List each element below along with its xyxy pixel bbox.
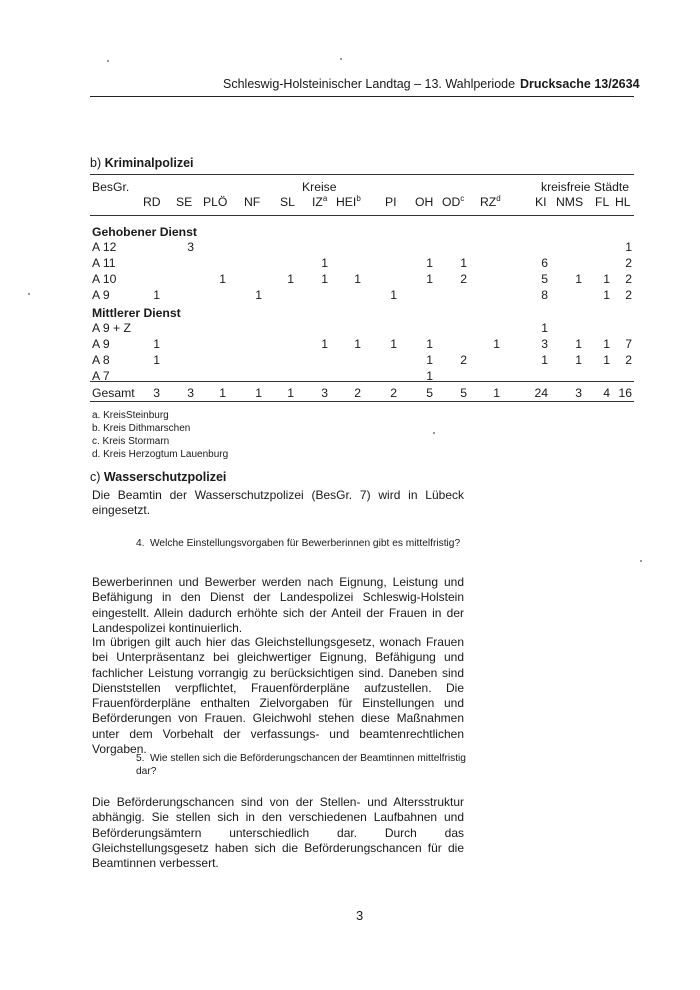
- total-cell: 5: [426, 386, 433, 400]
- table-cell: 1: [321, 256, 328, 270]
- staedte-label: kreisfreie Städte: [541, 180, 630, 194]
- row-label: A 10: [92, 272, 117, 286]
- question-text: Wie stellen sich die Beförderungschancen der Beamtinnen mittelfristig dar?: [136, 753, 466, 777]
- group-heading: Gehobener Dienst: [92, 225, 197, 239]
- column-header-label: SE: [176, 195, 193, 209]
- column-header: [615, 195, 631, 209]
- table-cell: 1: [321, 337, 328, 351]
- table-cell: 1: [426, 272, 433, 286]
- row-label: A 9: [92, 288, 110, 302]
- column-header-label: KI: [535, 195, 547, 209]
- header-rule: [90, 96, 634, 97]
- column-header: [535, 195, 547, 209]
- table-cell: 1: [426, 353, 433, 367]
- column-header-label: OH: [415, 195, 434, 209]
- table-cell: 1: [426, 369, 433, 383]
- table-cell: 1: [153, 353, 160, 367]
- total-cell: 24: [534, 386, 548, 400]
- header-title: Schleswig-Holsteinischer Landtag – 13. Wahlperiode: [223, 77, 516, 91]
- section-b-heading: [90, 156, 194, 170]
- row-label: A 9 + Z: [92, 321, 131, 335]
- header-doc-number: Drucksache 13/2634: [520, 77, 640, 91]
- total-cell: 16: [618, 386, 632, 400]
- question-4: [136, 537, 466, 550]
- column-header-label: OD: [442, 195, 461, 209]
- table-cell: 5: [541, 272, 548, 286]
- scan-speck: [107, 60, 109, 62]
- column-header-label: FL: [595, 195, 610, 209]
- footnote: c. Kreis Stormarn: [92, 436, 170, 447]
- table-cell: 1: [603, 288, 610, 302]
- table-cell: 2: [625, 353, 632, 367]
- question-number: 5.: [136, 753, 145, 764]
- table-cell: 1: [575, 337, 582, 351]
- footnote-marker: d: [496, 193, 501, 203]
- table-cell: 1: [390, 288, 397, 302]
- column-header-label: IZ: [312, 195, 323, 209]
- footnote-marker: c: [460, 193, 465, 203]
- total-cell: 3: [187, 386, 194, 400]
- table-cell: 1: [321, 272, 328, 286]
- section-c-text: Die Beamtin der Wasserschutzpolizei (BesGr. 7) wird in Lübeck eingesetzt.: [92, 488, 464, 518]
- table-cell: 3: [187, 240, 194, 254]
- table-cell: 1: [426, 256, 433, 270]
- table-bottom-rule: [90, 401, 634, 402]
- table-top-rule: [90, 174, 634, 175]
- table-cell: 1: [354, 337, 361, 351]
- row-label: A 12: [92, 240, 117, 254]
- table-cell: 2: [460, 353, 467, 367]
- table-cell: 2: [625, 256, 632, 270]
- table-cell: 1: [575, 272, 582, 286]
- page-number: 3: [356, 908, 364, 923]
- table-cell: 1: [354, 272, 361, 286]
- answer-paragraph: Im übrigen gilt auch hier das Gleichstellungsgesetz, wonach Frauen bei Unterpräsentanz bei gleichwertiger Eignung, Befähigung und fachlicher Leistung vorrangig zu berücksichtigen sind. Daneben sind Dienststellen verpflichtet, Frauenförderpläne aufzustellen. Die Frauenförderpläne enthalten Zielvorgaben für Einstellungen und Beförderungen von Frauen. Gleichwohl stehen diese Maßnahmen unter dem Vorbehalt der verfassungs- und beamtenrechtlichen Vorgaben.: [92, 635, 464, 757]
- table-cell: 1: [390, 337, 397, 351]
- table-cell: 1: [541, 353, 548, 367]
- answer-paragraph: Bewerberinnen und Bewerber werden nach Eignung, Leistung und Befähigung in den Dienst der Landespolizei Schleswig-Holstein eingestellt. Allein dadurch erhöhte sich der Anteil der Frauen in der Landespolizei kontinuierlich.: [92, 575, 464, 635]
- total-cell: 3: [575, 386, 582, 400]
- table-cell: 1: [153, 337, 160, 351]
- table-cell: 3: [541, 337, 548, 351]
- row-label: A 7: [92, 369, 110, 383]
- column-header: [203, 195, 227, 209]
- total-cell: 1: [255, 386, 262, 400]
- table-cell: 7: [625, 337, 632, 351]
- column-header-label: NMS: [556, 195, 584, 209]
- question-5: [136, 752, 466, 778]
- row-label: A 8: [92, 353, 110, 367]
- row-label: A 11: [92, 256, 116, 270]
- scan-speck: [28, 293, 30, 295]
- kreise-label: Kreise: [302, 180, 337, 194]
- total-cell: 3: [153, 386, 160, 400]
- besgr-label: BesGr.: [92, 180, 130, 194]
- total-cell: 3: [321, 386, 328, 400]
- footnote-marker: b: [356, 193, 361, 203]
- table-cell: 2: [625, 272, 632, 286]
- column-header: [556, 195, 583, 209]
- section-c-heading: [90, 470, 226, 484]
- table-cell: 1: [426, 337, 433, 351]
- table-cell: 1: [460, 256, 467, 270]
- footnote-marker: a: [322, 193, 328, 203]
- group-heading: Mittlerer Dienst: [92, 306, 181, 320]
- column-header-label: SL: [280, 195, 295, 209]
- header-bottom-rule: [90, 215, 634, 216]
- total-rule: [90, 381, 634, 382]
- column-header-label: HEI: [336, 195, 357, 209]
- table-cell: 1: [603, 353, 610, 367]
- column-header-label: RZ: [480, 195, 497, 209]
- total-cell: 1: [287, 386, 294, 400]
- column-header-label: NF: [244, 195, 261, 209]
- column-header-label: PI: [385, 195, 397, 209]
- table-cell: 2: [625, 288, 632, 302]
- table-cell: 1: [153, 288, 160, 302]
- table-cell: 6: [541, 256, 548, 270]
- column-header: [595, 195, 609, 209]
- table-cell: 1: [493, 337, 500, 351]
- section-c-letter: c): [90, 470, 101, 484]
- column-header: [442, 195, 464, 209]
- question-text: Welche Einstellungsvorgaben für Bewerberinnen gibt es mittelfristig?: [150, 538, 461, 549]
- section-b-letter: b): [90, 156, 102, 170]
- total-cell: 1: [219, 386, 226, 400]
- column-header-label: HL: [615, 195, 631, 209]
- table-cell: 1: [603, 337, 610, 351]
- table-cell: 8: [541, 288, 548, 302]
- answer-paragraph: Die Beförderungschancen sind von der Stellen- und Altersstruktur abhängig. Sie stellen sich in den verschiedenen Laufbahnen und Beförderungsämtern unterschiedlich dar. Durch das Gleichstellungsgesetz haben sich die Beförderungschancen für die Beamtinnen verbessert.: [92, 795, 464, 871]
- scan-speck: [340, 58, 342, 60]
- column-header: [415, 195, 433, 209]
- table-cell: 1: [255, 288, 262, 302]
- footnote: a. KreisSteinburg: [92, 410, 169, 421]
- question-number: 4.: [136, 538, 145, 549]
- footnote: d. Kreis Herzogtum Lauenburg: [92, 449, 229, 460]
- scan-speck: [433, 432, 435, 434]
- scan-speck: [640, 560, 642, 562]
- column-header: [176, 195, 192, 209]
- total-cell: 2: [390, 386, 397, 400]
- table-cell: 1: [575, 353, 582, 367]
- column-header: [480, 195, 501, 209]
- total-cell: 5: [460, 386, 467, 400]
- table-cell: 1: [219, 272, 226, 286]
- table-cell: 1: [603, 272, 610, 286]
- table-cell: 1: [625, 240, 632, 254]
- column-header-label: RD: [143, 195, 161, 209]
- column-header: [312, 195, 327, 209]
- footnote: b. Kreis Dithmarschen: [92, 423, 191, 434]
- total-label: Gesamt: [92, 386, 135, 400]
- section-c-title: Wasserschutzpolizei: [103, 470, 227, 484]
- column-header-label: PLÖ: [203, 195, 228, 209]
- table-cell: 1: [287, 272, 294, 286]
- column-header: [143, 195, 161, 209]
- row-label: A 9: [92, 337, 110, 351]
- column-header: [244, 195, 260, 209]
- table-cell: 1: [541, 321, 548, 335]
- section-b-title: Kriminalpolizei: [104, 156, 194, 170]
- total-cell: 2: [354, 386, 361, 400]
- column-header: [336, 195, 361, 209]
- column-header: [385, 195, 397, 209]
- total-cell: 4: [603, 386, 610, 400]
- column-header: [280, 195, 295, 209]
- total-cell: 1: [493, 386, 500, 400]
- table-cell: 2: [460, 272, 467, 286]
